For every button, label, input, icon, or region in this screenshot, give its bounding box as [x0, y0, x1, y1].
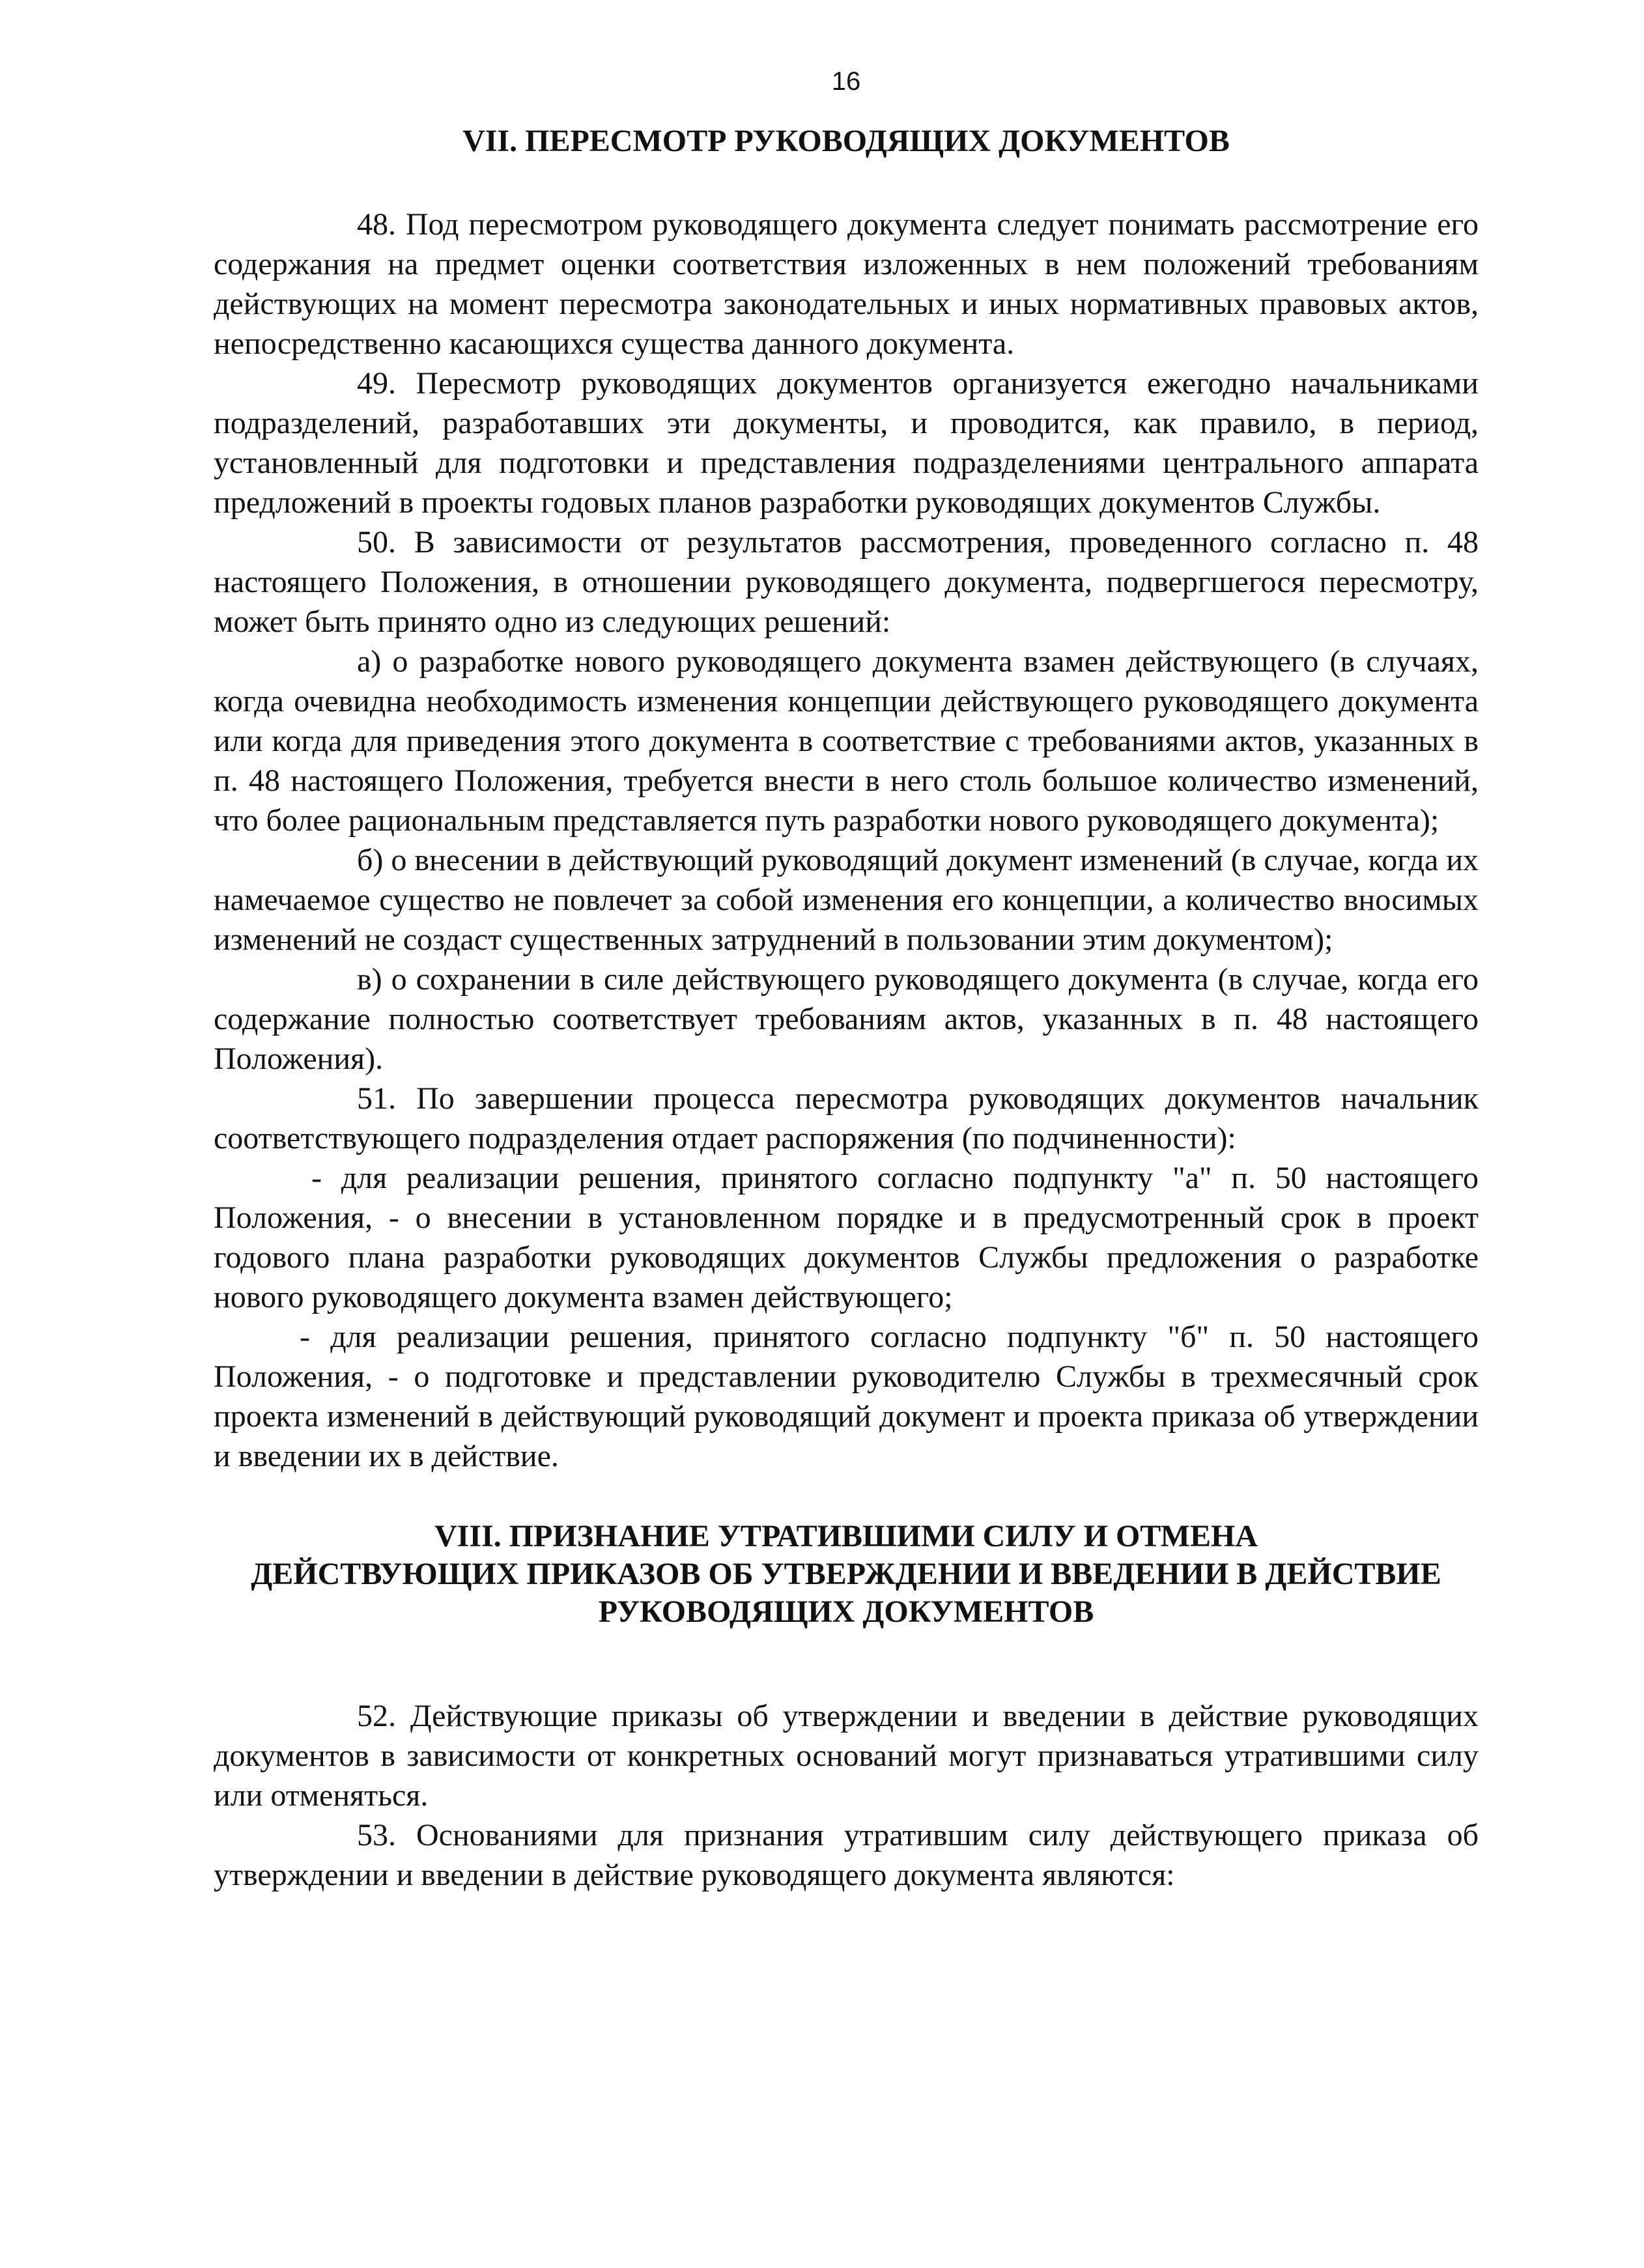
page-number: 16 [831, 67, 861, 96]
paragraph-51: 51. По завершении процесса пересмотра руководящих документов начальник соответствующего подразделения отдает распоряжения (по подчиненности): [214, 1081, 1479, 1155]
paragraph-53: 53. Основаниями для признания утратившим силу действующего приказа об утверждении и введении в действие руководящего документа являются: [214, 1818, 1479, 1892]
paragraph-50: 50. В зависимости от результатов рассмотрения, проведенного согласно п. 48 настоящего Положения, в отношении руководящего документа, подвергшегося пересмотру, может быть принято одно из следующих решений: [214, 525, 1479, 639]
paragraph-50-v: в) о сохранении в силе действующего руководящего документа (в случае, когда его содержание полностью соответствует требованиям актов, указанных в п. 48 настоящего Положения). [214, 962, 1479, 1076]
section-8-heading-line-1: VIII. ПРИЗНАНИЕ УТРАТИВШИМИ СИЛУ И ОТМЕНА [434, 1519, 1258, 1553]
paragraph-50-a: а) о разработке нового руководящего документа взамен действующего (в случаях, когда очевидна необходимость изменения концепции действующего руководящего документа или когда для приведения этого документа в соответствие с требованиями актов, указанных в п. 48 настоящего Положения, требуется внести в него столь большое количество изменений, что более рациональным представляется путь разработки нового руководящего документа); [214, 644, 1479, 838]
paragraph-52: 52. Действующие приказы об утверждении и введении в действие руководящих документов в зависимости от конкретных оснований могут признаваться утратившими силу или отменяться. [214, 1699, 1479, 1813]
section-8-heading-line-2: ДЕЙСТВУЮЩИХ ПРИКАЗОВ ОБ УТВЕРЖДЕНИИ И ВВЕДЕНИИ В ДЕЙСТВИЕ [251, 1557, 1441, 1591]
paragraph-51-item-b: - для реализации решения, принятого согласно подпункту "б" п. 50 настоящего Положения, - о подготовке и представлении руководителю Службы в трехмесячный срок проекта изменений в действующий руководящий документ и проекта приказа об утверждении и введении их в действие. [214, 1320, 1479, 1473]
paragraph-48: 48. Под пересмотром руководящего документа следует понимать рассмотрение его содержания на предмет оценки соответствия изложенных в нем положений требованиям действующих на момент пересмотра законодательных и иных нормативных правовых актов, непосредственно касающихся существа данного документа. [214, 207, 1479, 361]
section-8-heading [214, 1518, 1479, 1631]
paragraph-50-b: б) о внесении в действующий руководящий документ изменений (в случае, когда их намечаемое существо не повлечет за собой изменения его концепции, а количество вносимых изменений не создаст существенных затруднений в пользовании этим документом); [214, 843, 1479, 957]
paragraph-49: 49. Пересмотр руководящих документов организуется ежегодно начальниками подразделений, разработавших эти документы, и проводится, как правило, в период, установленный для подготовки и представления подразделениями центрального аппарата предложений в проекты годовых планов разработки руководящих документов Службы. [214, 366, 1479, 520]
document-page [214, 65, 1479, 1895]
section-8-heading-line-3: РУКОВОДЯЩИХ ДОКУМЕНТОВ [598, 1595, 1094, 1629]
paragraph-51-item-a: - для реализации решения, принятого согласно подпункту "а" п. 50 настоящего Положения, - о внесении в установленном порядке и в предусмотренный срок в проект годового плана разработки руководящих документов Службы предложения о разработке нового руководящего документа взамен действующего; [214, 1161, 1479, 1314]
section-7-heading: VII. ПЕРЕСМОТР РУКОВОДЯЩИХ ДОКУМЕНТОВ [462, 124, 1230, 158]
